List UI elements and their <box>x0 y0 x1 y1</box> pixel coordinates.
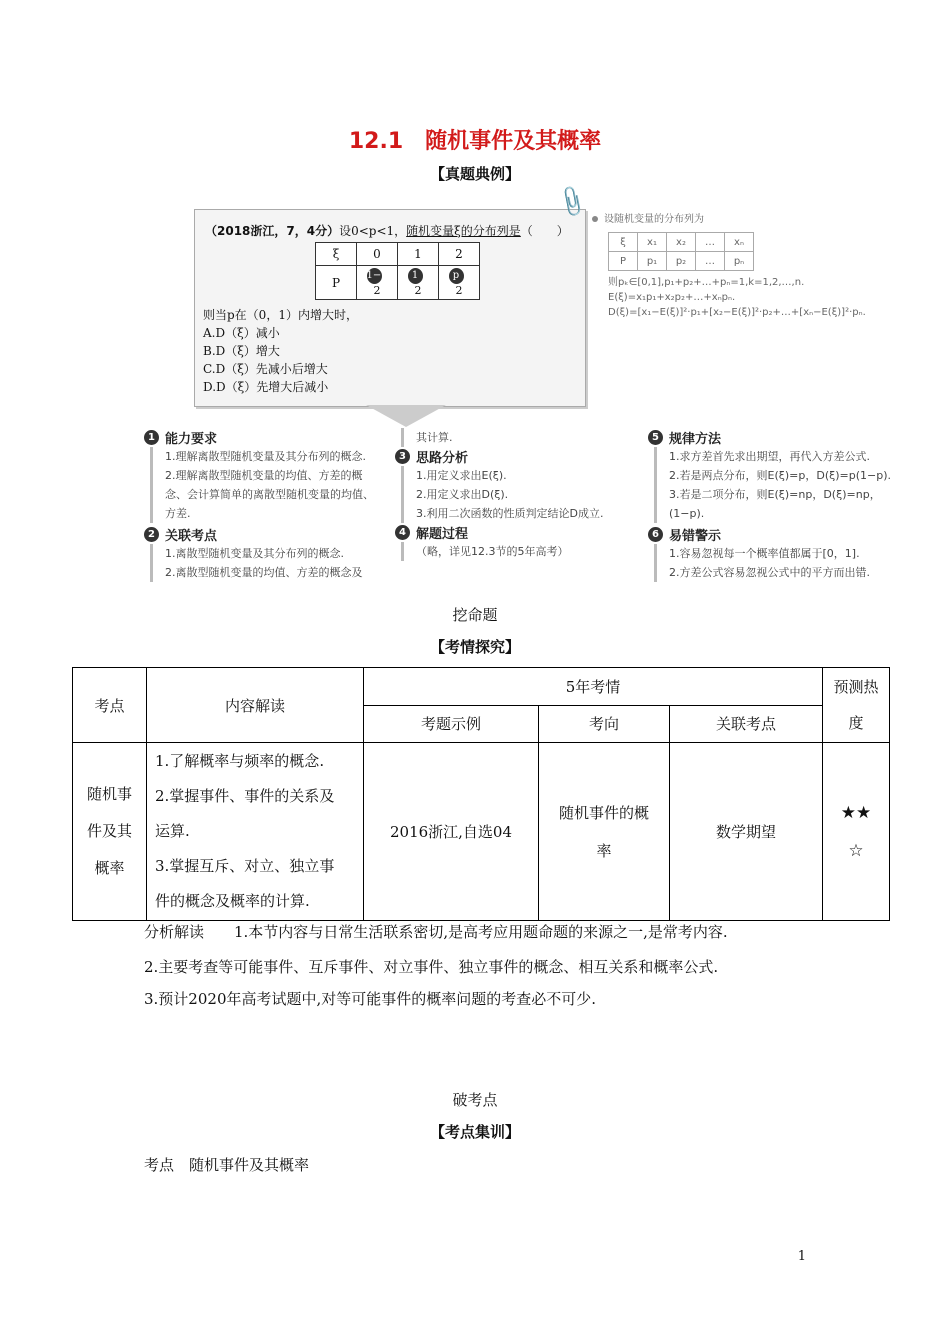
aside-cell: xₙ <box>725 233 754 252</box>
section-title: 12.1 随机事件及其概率 <box>348 129 602 154</box>
ability-body <box>150 447 384 523</box>
analysis-line-1: 分析解读 1.本节内容与日常生活联系密切,是高考应用题命题的来源之一,是常考内容. <box>144 923 728 941</box>
body-line: 2.方差公式容易忽视公式中的平方而出错. <box>669 566 870 579</box>
td-direction: 随机事件的概 率 <box>539 743 670 921</box>
th-related: 关联考点 <box>670 705 823 743</box>
step-2-icon: 2 <box>144 527 159 542</box>
aside-cell: pₙ <box>725 252 754 271</box>
heading-warning: 易错警示 <box>669 529 722 544</box>
aside-line: D(ξ)=[x₁−E(ξ)]²·p₁+[x₂−E(ξ)]²·p₂+…+[xₙ−E(ξ)]²·pₙ. <box>608 307 866 318</box>
aside-line: E(ξ)=x₁p₁+x₂p₂+…+xₙpₙ. <box>608 292 736 303</box>
body-line: 1.用定义求出E(ξ). <box>416 469 507 482</box>
option-b: B.D（ξ）增大 <box>203 344 280 358</box>
td-related: 数学期望 <box>670 743 823 921</box>
th-content: 内容解读 <box>147 668 364 743</box>
aside-cell: … <box>696 233 725 252</box>
section-sub-training: 【考点集训】 <box>429 1123 520 1141</box>
body-line: (1−p). <box>669 507 705 520</box>
th-predict: 预测热 度 <box>823 668 890 743</box>
aside-cell: P <box>609 252 638 271</box>
heading-approach: 思路分析 <box>416 451 469 466</box>
analysis-line-2: 2.主要考查等可能事件、互斥事件、对立事件、独立事件的概念、相互关系和概率公式. <box>144 958 719 976</box>
body-line: 1.求方差首先求出期望，再代入方差公式. <box>669 450 870 463</box>
exam-table <box>72 667 890 921</box>
step-5-icon: 5 <box>648 430 663 445</box>
body-line: 2.理解离散型随机变量的均值、方差的概 <box>165 469 363 482</box>
related-body <box>150 544 384 582</box>
stem-post: （ ） <box>520 224 569 238</box>
aside-cell: x₂ <box>667 233 696 252</box>
paperclip-icon: 📎 <box>553 184 590 221</box>
stem-pre: 设0<p<1， <box>339 224 407 238</box>
example-options <box>203 306 358 396</box>
section-head-examples: 【真题典例】 <box>429 165 520 183</box>
body-line: （略，详见12.3节的5年高考） <box>416 545 569 558</box>
heading-solution: 解题过程 <box>416 527 469 542</box>
section-head-points: 破考点 <box>452 1091 498 1109</box>
dt-cell: 1 <box>398 243 439 266</box>
dt-cell: P <box>316 266 357 300</box>
option-a: A.D（ξ）减小 <box>203 326 280 340</box>
body-line: 其计算. <box>401 428 635 447</box>
th-direction: 考向 <box>539 705 670 743</box>
analysis-col-1 <box>144 428 384 582</box>
page-number: 1 <box>797 1249 806 1264</box>
body-line: 2.离散型随机变量的均值、方差的概念及 <box>165 566 363 579</box>
example-stem <box>205 222 569 239</box>
dt-cell: $\frac{1}{2}$ <box>398 266 439 300</box>
aside-line: 则pₖ∈[0,1],p₁+p₂+…+pₙ=1,k=1,2,…,n. <box>608 277 805 288</box>
aside-table <box>608 232 754 271</box>
down-arrow-icon <box>366 405 446 427</box>
td-content: 1.了解概率与频率的概念. 2.掌握事件、事件的关系及 运算. 3.掌握互斥、对立、独立事 件的概念及概率的计算. <box>147 743 364 921</box>
stem-marked: 随机变量ξ的分布列是 <box>406 224 521 238</box>
analysis-col-2 <box>395 428 635 561</box>
warning-body <box>654 544 908 582</box>
example-source: （2018浙江，7，4分） <box>205 224 340 238</box>
distribution-table <box>315 242 480 300</box>
body-line: 1.容易忽视每一个概率值都属于[0，1]. <box>669 547 860 560</box>
body-line: 3.若是二项分布，则E(ξ)=np，D(ξ)=np， <box>669 488 881 501</box>
th-example: 考题示例 <box>364 705 539 743</box>
td-point: 随机事 件及其 概率 <box>73 743 147 921</box>
heading-related: 关联考点 <box>165 529 218 544</box>
step-4-icon: 4 <box>395 525 410 540</box>
analysis-col-3 <box>648 428 908 582</box>
body-line: 2.用定义求出D(ξ). <box>416 488 509 501</box>
heading-ability: 能力要求 <box>165 432 218 447</box>
kaodian-heading: 考点 随机事件及其概率 <box>144 1156 310 1174</box>
star-outline-icon: ☆ <box>848 840 864 861</box>
th-five-year: 5年考情 <box>364 668 823 706</box>
section-sub-exam: 【考情探究】 <box>429 638 520 656</box>
step-3-icon: 3 <box>395 449 410 464</box>
dt-cell: 2 <box>439 243 480 266</box>
body-line: 念、会计算简单的离散型随机变量的均值、 <box>165 488 374 501</box>
aside-cell: x₁ <box>638 233 667 252</box>
aside-cell: ξ <box>609 233 638 252</box>
dt-cell: 0 <box>357 243 398 266</box>
td-stars <box>823 743 890 921</box>
td-example: 2016浙江,自选04 <box>364 743 539 921</box>
body-line: 1.离散型随机变量及其分布列的概念. <box>165 547 344 560</box>
body-line: 1.理解离散型随机变量及其分布列的概念. <box>165 450 366 463</box>
body-line: 方差. <box>165 507 191 520</box>
step-1-icon: 1 <box>144 430 159 445</box>
analysis-line-3: 3.预计2020年高考试题中,对等可能事件的概率问题的考查必不可少. <box>144 990 597 1008</box>
method-body <box>654 447 908 523</box>
option-c: C.D（ξ）先减小后增大 <box>203 362 328 376</box>
body-line: 3.利用二次函数的性质判定结论D成立. <box>416 507 604 520</box>
approach-body <box>401 466 635 523</box>
section-head-topics: 挖命题 <box>452 606 498 624</box>
body-line: 2.若是两点分布，则E(ξ)=p，D(ξ)=p(1−p). <box>669 469 892 482</box>
example-card <box>194 209 586 407</box>
option-d: D.D（ξ）先增大后减小 <box>203 380 329 394</box>
aside-title: 设随机变量的分布列为 <box>604 214 704 225</box>
aside-cell: … <box>696 252 725 271</box>
dt-cell: $\frac{p}{2}$ <box>439 266 480 300</box>
step-6-icon: 6 <box>648 527 663 542</box>
bullet-dot-icon <box>592 216 598 222</box>
th-point: 考点 <box>73 668 147 743</box>
star-icon: ★★ <box>840 802 872 823</box>
aside-cell: p₂ <box>667 252 696 271</box>
aside-cell: p₁ <box>638 252 667 271</box>
heading-method: 规律方法 <box>669 432 722 447</box>
dt-cell: ξ <box>316 243 357 266</box>
dt-cell: $\frac{1-p}{2}$ <box>357 266 398 300</box>
solution-body <box>401 542 635 561</box>
aside-note <box>592 212 866 320</box>
example-question: 则当p在（0，1）内增大时， <box>203 308 358 322</box>
